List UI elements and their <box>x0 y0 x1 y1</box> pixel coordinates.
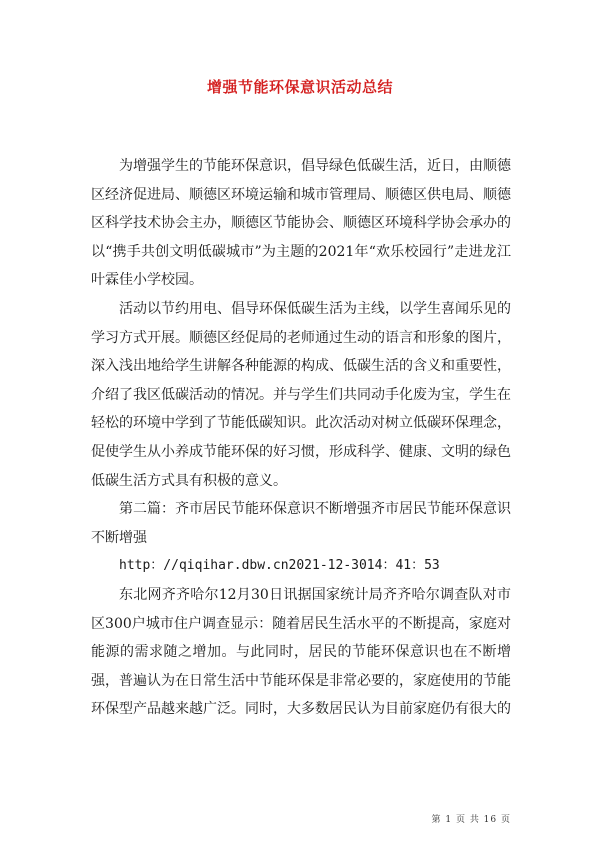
paragraph-activity: 活动以节约用电、倡导环保低碳生活为主线，以学生喜闻乐见的学习方式开展。顺德区经促局的老师通过生动的语言和形象的图片，深入浅出地给学生讲解各种能源的构成、低碳生活的含义和重要性，介绍了我区低碳活动的情况。并与学生们共同动手化废为宝，学生在轻松的环境中学到了节能低碳知识。此次活动对树立低碳环保理念，促使学生从小养成节能环保的好习惯，形成科学、健康、文明的绿色低碳生活方式具有积极的意义。 <box>91 300 511 489</box>
document-body <box>91 152 511 724</box>
paragraph-survey: 东北网齐齐哈尔12月30日讯据国家统计局齐齐哈尔调查队对市区300户城市住户调查显示：随着居民生活水平的不断提高，家庭对能源的需求随之增加。与此同时，居民的节能环保意识也在不断增强，普遍认为在日常生活中节能环保是非常必要的，家庭使用的节能环保型产品越来越广泛。同时，大多数居民认为目前家庭仍有很大的 <box>91 586 511 718</box>
paragraph-intro: 为增强学生的节能环保意识，倡导绿色低碳生活，近日，由顺德区经济促进局、顺德区环境运输和城市管理局、顺德区供电局、顺德区科学技术协会主办，顺德区节能协会、顺德区环境科学协会承办的以“携手共创文明低碳城市”为主题的2021年“欢乐校园行”走进龙江叶霖佳小学校园。 <box>91 158 511 289</box>
paragraph-section-heading: 第二篇：齐市居民节能环保意识不断增强齐市居民节能环保意识不断增强 <box>91 501 511 546</box>
page-number-footer: 第 1 页 共 16 页 <box>431 815 511 825</box>
document-title: 增强节能环保意识活动总结 <box>206 78 393 96</box>
paragraph-source-url: http：//qiqihar.dbw.cn2021-12-3014：41：53 <box>119 558 440 574</box>
